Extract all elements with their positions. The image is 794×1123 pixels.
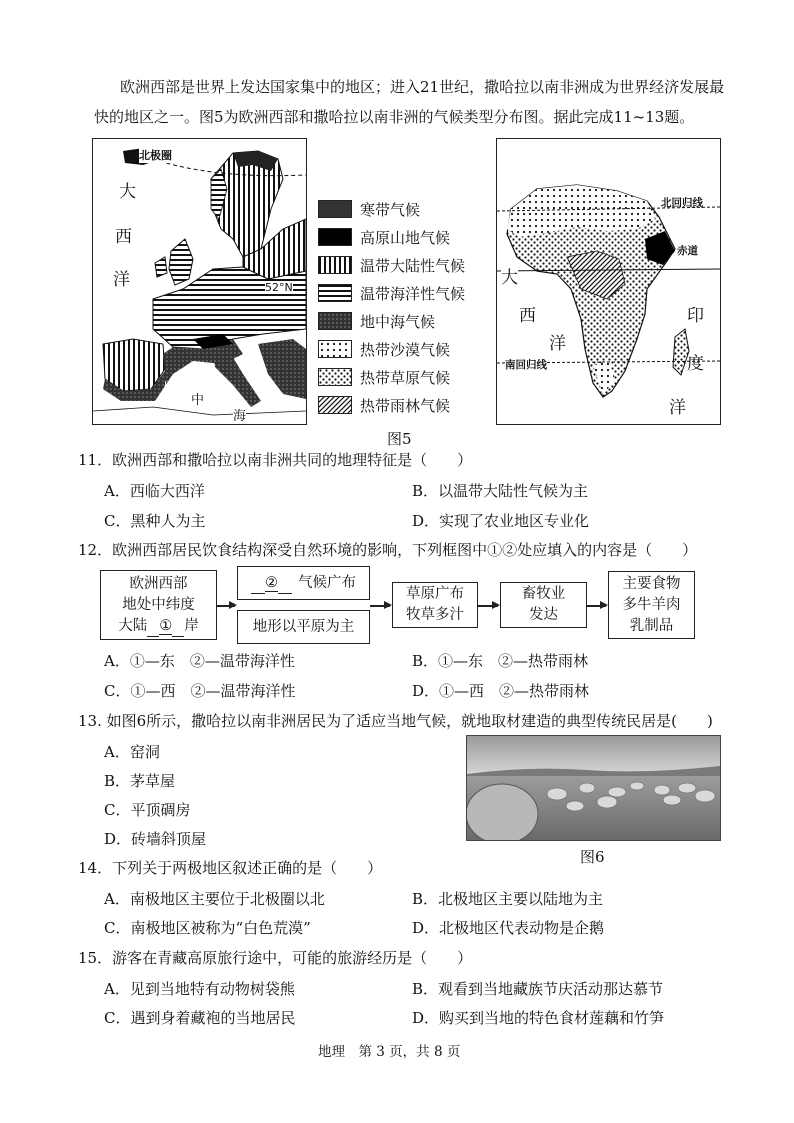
flow-box-food [608, 571, 695, 639]
flow-box-europe-post: 岸 [184, 617, 199, 634]
q13-option-b[interactable]: B．茅草屋 [104, 772, 176, 790]
q11-option-b[interactable]: B．以温带大陆性气候为主 [412, 482, 589, 500]
europe-label-yang: 洋 [113, 270, 130, 290]
equator-label: 赤道 [677, 245, 698, 257]
legend-label: 温带大陆性气候 [360, 256, 466, 275]
legend-swatch [318, 340, 352, 358]
flow-arrow-4 [587, 605, 606, 607]
legend-label: 温带海洋性气候 [360, 284, 466, 303]
flow-box-grassland [392, 582, 478, 628]
intro-line-1: 欧洲西部是世界上发达国家集中的地区；进入21世纪，撒哈拉以南非洲成为世界经济发展最 [120, 78, 725, 96]
blank-2-left [251, 579, 265, 594]
flow-box-grassland-line1: 草原广布 [406, 586, 464, 602]
q15-option-d[interactable]: D．购买到当地的特色食材莲藕和竹笋 [412, 1009, 665, 1027]
africa-map [496, 138, 721, 425]
blank-1-number: ① [159, 617, 173, 634]
flow-box-food-line2: 多牛羊肉 [622, 596, 681, 613]
africa-label-yang2: 洋 [669, 398, 686, 418]
europe-label-hai: 海 [233, 405, 246, 424]
flow-arrow-3 [478, 605, 498, 607]
flow-box-livestock-line1: 畜牧业 [521, 586, 566, 602]
africa-label-xi: 西 [519, 306, 536, 326]
legend-label: 寒带气候 [360, 200, 421, 219]
blank-2-number: ② [265, 574, 278, 591]
legend-label: 热带雨林气候 [360, 396, 451, 415]
legend-item-tropical-savanna [318, 366, 450, 388]
africa-label-yang: 洋 [549, 334, 566, 354]
flow-box-climate [237, 566, 370, 600]
europe-label-da: 大 [119, 182, 136, 202]
q13-option-a[interactable]: A．窑洞 [104, 743, 160, 761]
hut-photo [466, 735, 721, 841]
q12-option-d[interactable]: D．①—西 ②—热带雨林 [412, 682, 590, 700]
figure6-caption: 图6 [580, 848, 605, 866]
q15-stem: 15．游客在青藏高原旅行途中，可能的旅游经历是（ ） [78, 949, 473, 967]
africa-label-du: 度 [687, 354, 704, 374]
q14-option-b[interactable]: B．北极地区主要以陆地为主 [412, 890, 604, 908]
q13-option-c[interactable]: C．平顶碉房 [104, 801, 191, 819]
tropic-north-label: 北回归线 [661, 197, 703, 209]
q15-option-c[interactable]: C．遇到身着藏袍的当地居民 [104, 1009, 296, 1027]
flow-box-climate-post: 气候广布 [298, 574, 356, 591]
legend-item-mediterranean [318, 310, 435, 332]
flow-box-grassland-line2: 牧草多汁 [406, 607, 464, 623]
legend-label: 高原山地气候 [360, 228, 451, 247]
legend-label: 热带沙漠气候 [360, 340, 451, 359]
legend-swatch [318, 284, 352, 302]
legend-swatch [318, 200, 352, 218]
flow-box-terrain [237, 610, 370, 644]
legend-item-tropical-desert [318, 338, 450, 360]
q13-option-d[interactable]: D．砖墙斜顶屋 [104, 830, 207, 848]
legend-swatch [318, 368, 352, 386]
legend-label: 地中海气候 [360, 312, 436, 331]
q14-option-c[interactable]: C．南极地区被称为“白色荒漠” [104, 919, 311, 937]
blank-2-right [278, 579, 292, 594]
q11-option-a[interactable]: A．西临大西洋 [104, 482, 205, 500]
q13-stem: 13. 如图6所示，撒哈拉以南非洲居民为了适应当地气候，就地取材建造的典型传统民居是( ) [78, 712, 713, 730]
blank-1-right [172, 622, 184, 637]
europe-map [92, 138, 307, 425]
flow-box-europe-line1: 欧洲西部 [129, 575, 188, 592]
blank-1-left [147, 622, 159, 637]
q14-stem: 14．下列关于两极地区叙述正确的是（ ） [78, 859, 383, 877]
q15-option-b[interactable]: B．观看到当地藏族节庆活动那达慕节 [412, 980, 664, 998]
legend-swatch [318, 396, 352, 414]
q11-option-c[interactable]: C．黑种人为主 [104, 512, 206, 530]
flow-box-climate-text [251, 573, 356, 594]
figure5-caption: 图5 [387, 430, 412, 448]
intro-line-2: 快的地区之一。图5为欧洲西部和撒哈拉以南非洲的气候类型分布图。据此完成11~13题。 [94, 108, 695, 126]
page-footer: 地理 第 3 页，共 8 页 [318, 1044, 461, 1060]
q14-option-a[interactable]: A．南极地区主要位于北极圈以北 [104, 890, 325, 908]
hut-photo-drawing [467, 736, 720, 840]
flow-box-livestock [500, 582, 587, 628]
legend-label: 热带草原气候 [360, 368, 451, 387]
legend-item-temperate-continental [318, 254, 465, 276]
legend-item-cold [318, 198, 420, 220]
flow-box-europe-pre: 大陆 [118, 617, 148, 634]
europe-label-xi: 西 [115, 227, 132, 247]
africa-map-drawing [497, 139, 720, 424]
africa-label-da: 大 [501, 263, 518, 288]
europe-label-di: 地 [163, 381, 177, 396]
flow-arrow-1 [217, 605, 235, 607]
q12-option-c[interactable]: C．①—西 ②—温带海洋性 [104, 682, 296, 700]
flow-box-food-line1: 主要食物 [622, 575, 681, 592]
flow-box-europe-line2: 地处中纬度 [122, 596, 195, 613]
flow-box-europe-line3 [118, 616, 199, 637]
legend-swatch [318, 256, 352, 274]
legend-swatch [318, 228, 352, 246]
q12-stem: 12．欧洲西部居民饮食结构深受自然环境的影响，下列框图中①②处应填入的内容是（ ） [78, 541, 698, 559]
q14-option-d[interactable]: D．北极地区代表动物是企鹅 [412, 919, 605, 937]
arctic-circle-label: 北极圈 [139, 149, 172, 162]
legend-item-tropical-rainforest [318, 394, 450, 416]
legend-swatch [318, 312, 352, 330]
africa-label-yin: 印 [687, 306, 704, 326]
legend-item-highland [318, 226, 450, 248]
q15-option-a[interactable]: A．见到当地特有动物树袋熊 [104, 980, 295, 998]
flow-arrow-2 [370, 605, 390, 607]
europe-label-zhong: 中 [191, 389, 204, 408]
flow-box-terrain-text: 地形以平原为主 [252, 618, 355, 635]
q12-option-b[interactable]: B．①—东 ②—热带雨林 [412, 652, 589, 670]
tropic-south-label: 南回归线 [505, 359, 547, 371]
q12-option-a[interactable]: A．①—东 ②—温带海洋性 [104, 652, 295, 670]
flow-box-europe [100, 570, 217, 640]
flow-box-livestock-line2: 发达 [529, 607, 558, 623]
flow-box-food-line3: 乳制品 [629, 617, 674, 634]
q11-stem: 11．欧洲西部和撒哈拉以南非洲共同的地理特征是（ ） [78, 451, 473, 469]
q11-option-d[interactable]: D．实现了农业地区专业化 [412, 512, 590, 530]
legend-item-temperate-marine [318, 282, 465, 304]
latitude-label: 52°N [265, 281, 293, 294]
